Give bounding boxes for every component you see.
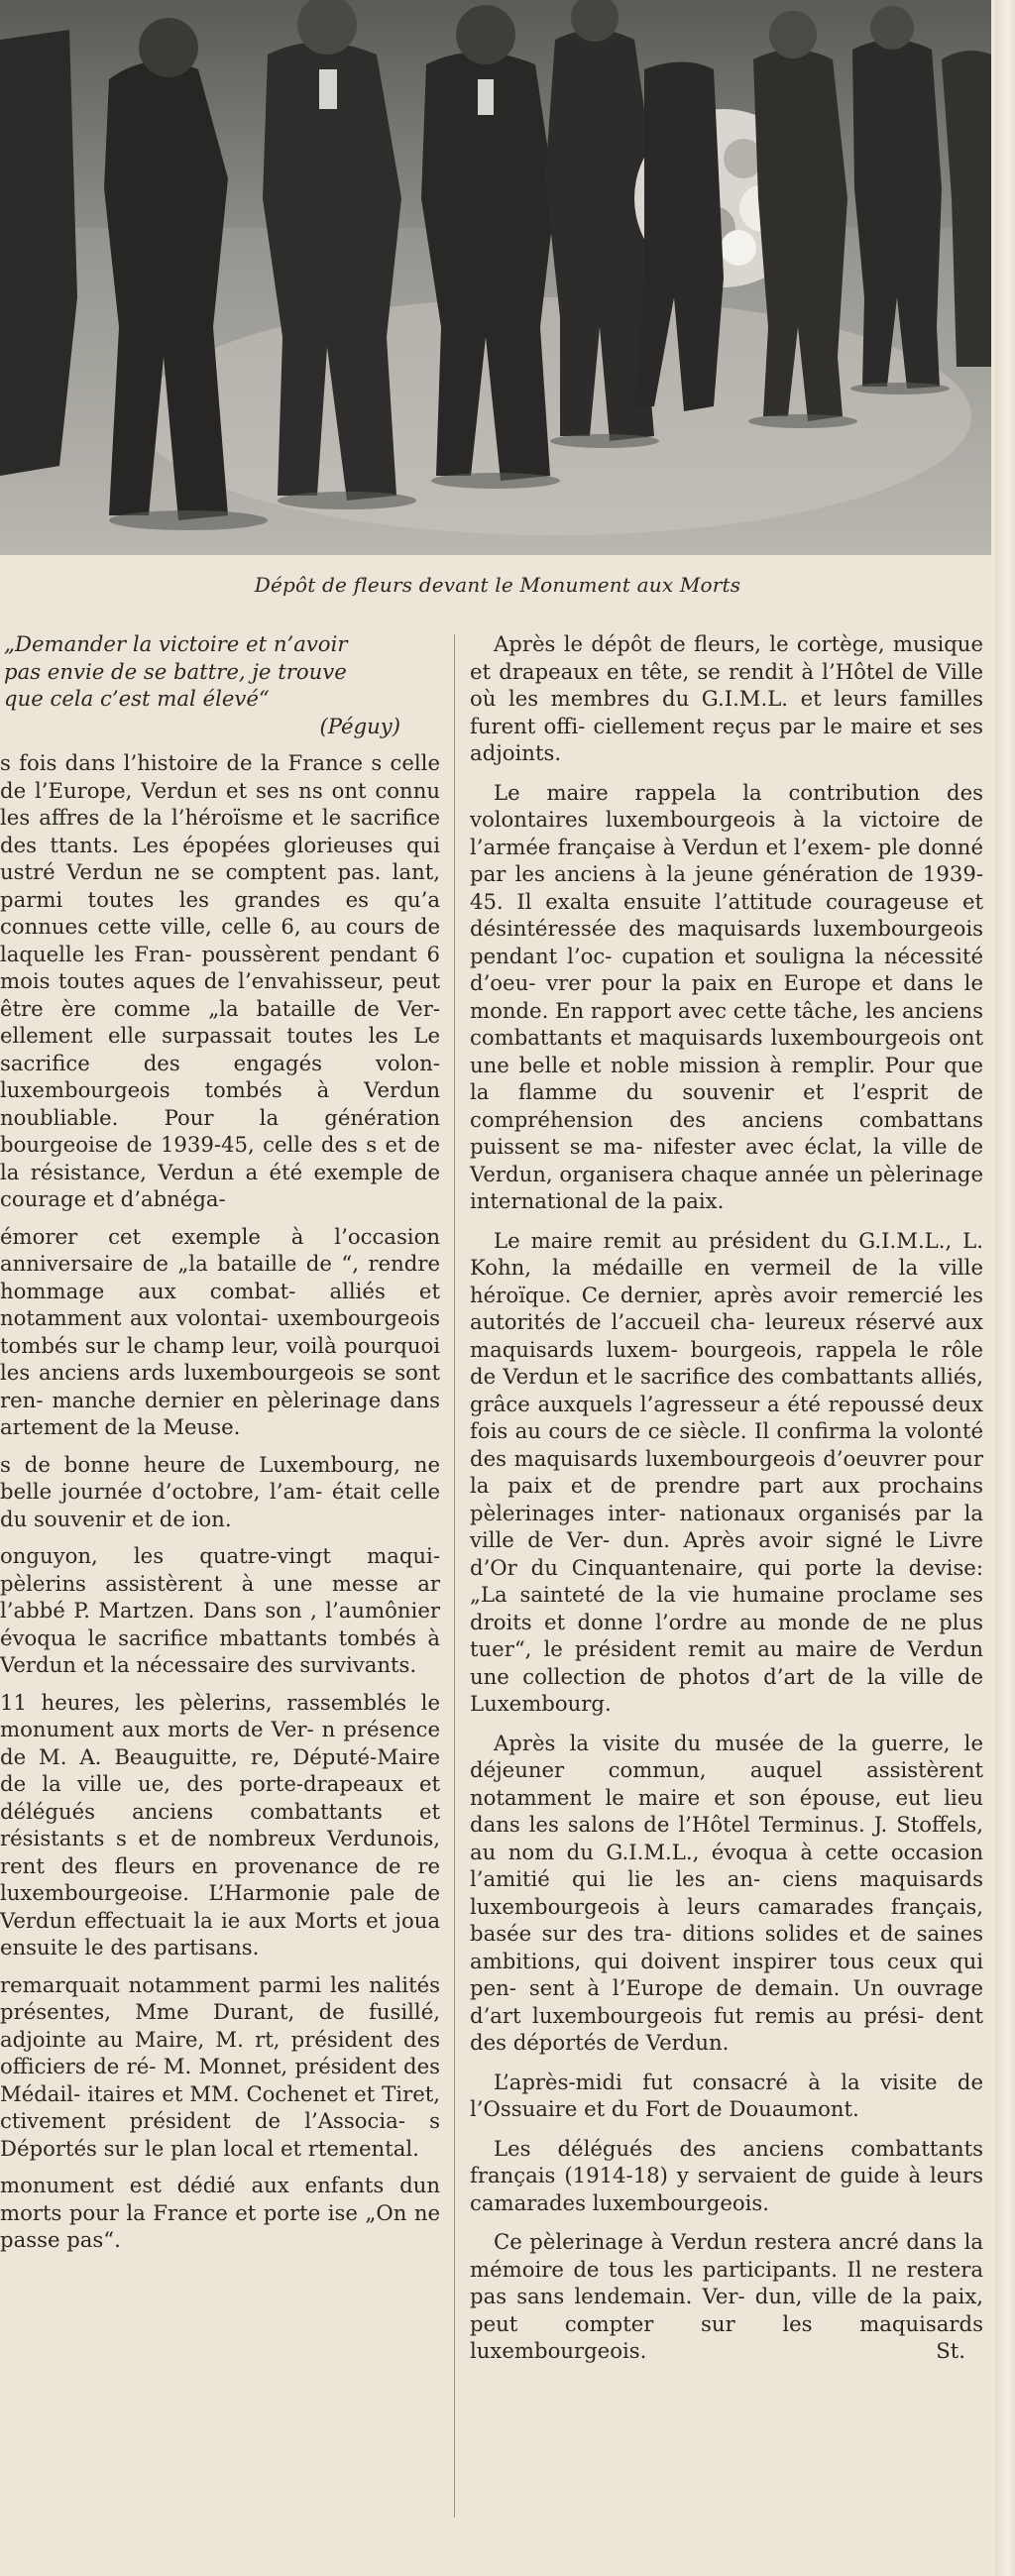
article-paragraph: L’après-midi fut consacré à la visite de l’Ossuaire et du Fort de Douaumont. bbox=[470, 2069, 983, 2121]
article-paragraph: 11 heures, les pèlerins, rassemblés le monument aux morts de Ver- n présence de M. A. Beauguitte, re, Député-Maire de la ville ue, des porte-drapeaux et délégués anciens combattants et résistants s et de nombreux Verdunois, rent des fleurs en provenance de re luxembourgeoise. L’Harmonie pale de Verdun effectuait la ie aux Morts et joua ensuite le des partisans. bbox=[0, 1689, 440, 1960]
article-paragraph-final bbox=[470, 2228, 983, 2365]
article-paragraph: s fois dans l’histoire de la France s celle de l’Europe, Verdun et ses ns ont connu les affres de la l’héroïsme et le sacrifice des ttants. Les épopées glorieuses qui ustré Verdun ne se comptent pas. lant, parmi toutes les grandes es qu’a connues cette ville, celle 6, au cours de laquelle les Fran- poussèrent pendant 6 mois toutes aques de l’envahisseur, peut être ère comme „la bataille de Ver- ellement elle surpassait toutes les Le sacrifice des engagés volon- luxembourgeois tombés à Verdun noubliable. Pour la génération bourgeoise de 1939-45, celle des s et de la résistance, Verdun a été exemple de courage et d’abnéga- bbox=[0, 750, 440, 1211]
article-paragraph: onguyon, les quatre-vingt maqui- pèlerins assistèrent à une messe ar l’abbé P. Martzen. Dans son , l’aumônier évoqua le sacrifice mbattants tombés à Verdun et la nécessaire des survivants. bbox=[0, 1543, 440, 1677]
epigraph-line: que cela c’est mal élevé“ bbox=[4, 686, 270, 711]
article-paragraph: Le maire rappela la contribution des volontaires luxembourgeois à la victoire de l’armée française à Verdun et l’exem- ple donné par les anciens à la jeune génération de 1939-45. Il exalta ensuite l’attitude courageuse et désintéressée des maquisards luxembourgeois pendant l’oc- cupation et souligna la nécessité d’oeu- vrer pour la paix en Europe et dans le monde. En rapport avec cette tâche, les anciens combattants et maquisards luxembourgeois ont une belle et noble mission à remplir. Pour que la flamme du souvenir et l’esprit de compréhension des anciens combattans puissent se ma- nifester avec éclat, la ville de Verdun, organisera chaque année un pèlerinage international de la paix. bbox=[470, 779, 983, 1213]
article-paragraph: monument est dédié aux enfants dun morts pour la France et porte ise „On ne passe pas“. bbox=[0, 2173, 440, 2252]
epigraph-author: (Péguy) bbox=[319, 713, 400, 738]
epigraph bbox=[0, 630, 440, 739]
article-paragraph: remarquait notamment parmi les nalités présentes, Mme Durant, de fusillé, adjointe au Maire, M. rt, président des officiers de ré- M. Monnet, président des Médail- itaires et MM. Cochenet et Tiret, ctivement président de l’Associa- s Déportés sur le plan local et rtemental. bbox=[0, 1971, 440, 2161]
epigraph-line: „Demander la victoire et n’avoir bbox=[4, 631, 348, 656]
article-paragraph: Le maire remit au président du G.I.M.L., L. Kohn, la médaille en vermeil de la ville héroïque. Ce dernier, après avoir remercié les autorités de l’accueil cha- leureux réservé aux maquisards luxem- bourgeois, rappela le rôle de Verdun et le sacrifice des combattants alliés, grâce auxquels l’agresseur a été repoussé deux fois au cours de ce siècle. Il confirma la volonté des maquisards luxembourgeois d’oeuvrer pour la paix et de prendre part aux prochains pèlerinages inter- nationaux organisés par la ville de Ver- dun. Après avoir signé le Livre d’Or du Cinquantenaire, qui porte la devise: „La sainteté de la vie humaine proclame ses droits et donne l’ordre au monde de ne plus tuer“, le président remit au maire de Verdun une collection de photos d’art de la ville de Luxembourg. bbox=[470, 1227, 983, 1716]
article-paragraph: Les délégués des anciens combattants français (1914-18) y servaient de guide à leurs camarades luxembourgeois. bbox=[470, 2135, 983, 2215]
author-signature: St. bbox=[936, 2338, 965, 2363]
final-paragraph-text: Ce pèlerinage à Verdun restera ancré dans la mémoire de tous les participants. Il ne restera pas sans lendemain. Ver- dun, ville de la paix, peut compter sur les maquisards luxembourgeois. bbox=[470, 2229, 983, 2363]
left-column bbox=[0, 630, 440, 2264]
ceremony-photo bbox=[0, 0, 991, 555]
page-edge bbox=[995, 0, 1015, 2576]
article-paragraph: Après le dépôt de fleurs, le cortège, musique et drapeaux en tête, se rendit à l’Hôtel de Ville où les membres du G.I.M.L. et leurs familles furent offi- ciellement reçus par le maire et ses adjoints. bbox=[470, 631, 983, 765]
epigraph-line: pas envie de se battre, je trouve bbox=[4, 658, 347, 684]
article-paragraph: émorer cet exemple à l’occasion anniversaire de „la bataille de “, rendre hommage aux combat- alliés et notamment aux volontai- uxembourgeois tombés sur le champ leur, voilà pourquoi les anciens ards luxembourgeois se sont ren- manche dernier en pèlerinage dans artement de la Meuse. bbox=[0, 1223, 440, 1439]
article-paragraph: s de bonne heure de Luxembourg, ne belle journée d’octobre, l’am- était celle du souvenir et de ion. bbox=[0, 1451, 440, 1531]
right-column bbox=[470, 630, 983, 2377]
column-divider bbox=[454, 634, 455, 2518]
photo-caption: Dépôt de fleurs devant le Monument aux Morts bbox=[254, 573, 741, 597]
article-paragraph: Après la visite du musée de la guerre, le déjeuner commun, auquel assistèrent notamment le maire et son épouse, eut lieu dans les salons de l’Hôtel Terminus. J. Stoffels, au nom du G.I.M.L., évoqua à cette occasion l’amitié qui lie les an- ciens maquisards luxembourgeois à leurs camarades français, basée sur des tra- ditions solides et de saines ambitions, qui doivent inspirer tous ceux qui pen- sent à l’Europe de demain. Un ouvrage d’art luxembourgeois fut remis au prési- dent des déportés de Verdun. bbox=[470, 1730, 983, 2055]
